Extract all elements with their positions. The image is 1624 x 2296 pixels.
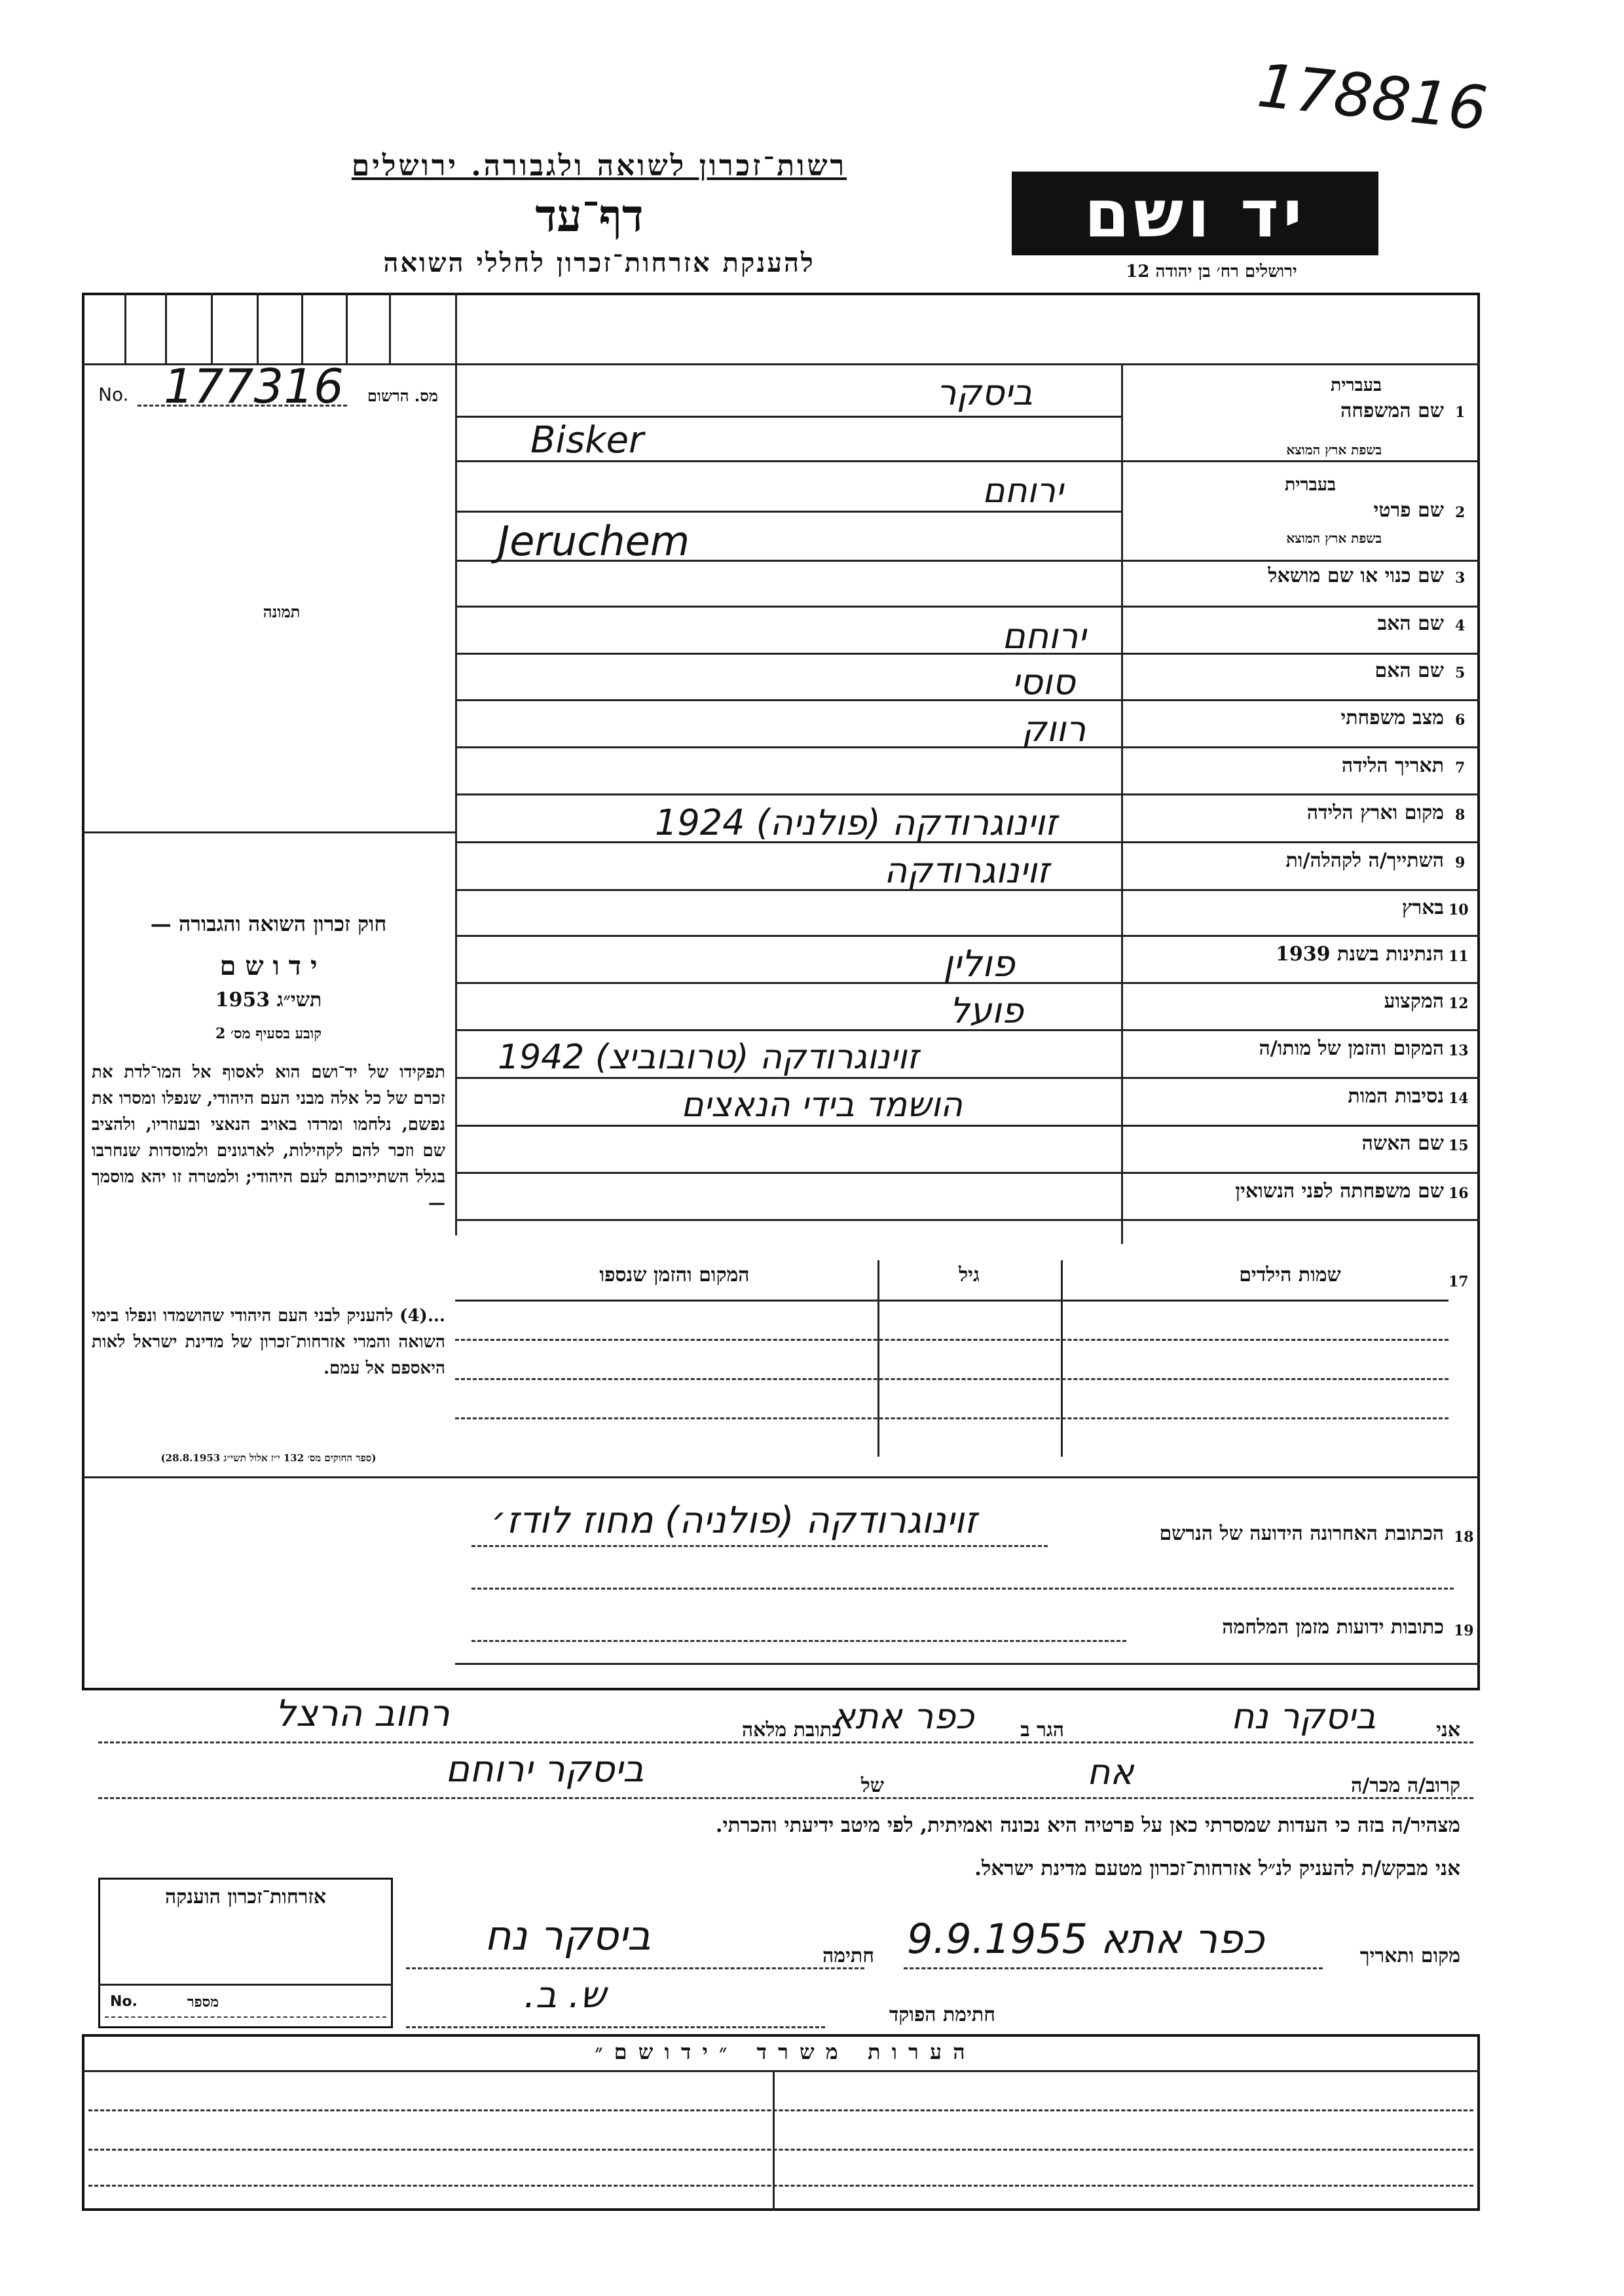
photo-label: תמונה <box>263 602 301 621</box>
law-citation: (ספר החוקים מס׳ 132 י״ז אלול תשי״ג 28.8.1953) <box>160 1452 377 1464</box>
field-15-number: 15 <box>1449 1137 1469 1154</box>
field-5-value: סוסי <box>1012 661 1075 702</box>
field-11-label: הנתינות בשנת 1939 <box>1275 943 1444 966</box>
field-1-value-native: Bisker <box>530 419 644 462</box>
decl-i-label: אני <box>1436 1719 1460 1741</box>
law-paragraph-2: ...(4) להעניק לבני העם היהודי שהושמדו ונפלו בימי השואה והמרי אזרחות־זכרון של מדינת ישראל לאות היאספם אל עמם. <box>92 1306 445 1378</box>
field-13-label: המקום והזמן של מותו/ה <box>1259 1037 1444 1060</box>
field-11-value: פולין <box>943 943 1015 985</box>
field-9-value: זוינוגרודקה <box>884 850 1050 891</box>
field-15-label: שם האשה <box>1361 1132 1444 1155</box>
archive-number: 178816 <box>1254 50 1490 145</box>
law-title: חוק זכרון השואה והגבורה — <box>150 911 387 936</box>
field-10-number: 10 <box>1449 902 1469 919</box>
decl-relative-label: קרוב/ה מכר/ה <box>1351 1774 1460 1797</box>
field-18-value: זוינוגרודקה (פולניה) מחוז לודז׳ <box>491 1499 977 1542</box>
children-col-names: שמות הילדים <box>1239 1264 1341 1286</box>
form-subtitle: להענקת אזרחות־זכרון לחללי השואה <box>383 247 815 278</box>
field-11-number: 11 <box>1449 948 1469 965</box>
field-13-number: 13 <box>1449 1042 1469 1059</box>
field-2-number: 2 <box>1455 504 1466 521</box>
field-4-value: ירוחם <box>1002 615 1086 657</box>
form-title: דף־עד <box>535 190 644 242</box>
law-year: תשי״ג 1953 <box>215 989 322 1011</box>
field-4-label: שם האב <box>1377 612 1444 635</box>
children-col-place: המקום והזמן שנספו <box>599 1264 750 1286</box>
certificate-number-prefix: No. <box>110 1994 138 2010</box>
field-10-label: בארץ <box>1401 896 1444 919</box>
field-6-number: 6 <box>1455 712 1466 729</box>
field-1-sub-hebrew: בעברית <box>1330 375 1382 395</box>
decl-place-date-value: כפר אתא 9.9.1955 <box>907 1915 1264 1963</box>
decl-place-date-label: מקום ותאריך <box>1359 1944 1460 1967</box>
field-18-number: 18 <box>1454 1529 1474 1546</box>
field-13-value: זוינוגרודקה (טרובוביצ) 1942 <box>498 1038 919 1077</box>
decl-officer-value: ש. ב. <box>524 1974 606 2016</box>
field-2-sub-hebrew: בעברית <box>1284 475 1336 495</box>
decl-relative-value: אח <box>1087 1751 1134 1793</box>
field-9-number: 9 <box>1455 854 1466 871</box>
field-5-label: שם האם <box>1375 659 1444 682</box>
field-6-label: מצב משפחתי <box>1340 706 1444 729</box>
office-notes-title: ה ע ר ו ת מ ש ר ד ״ י ד ו ש ם ״ <box>595 2039 967 2064</box>
registration-number: 177316 <box>164 359 344 414</box>
decl-of-label: של <box>860 1774 884 1797</box>
law-paragraph-1: תפקידו של יד־ושם הוא לאסוף אל המו־לדת את זכרם של כל אלה מבני העם היהודי, שנפלו ומסרו את נפשם, נלחמו ומרדו באויב הנאצי ובעוזריו, ולהציב שם וזכר להם לקהילות, לארגונים ולמוסדות שנחרבו בגלל השתייכותם לעם היהודי; ולמטרה זו יהא מוסמך — <box>92 1063 445 1213</box>
field-14-number: 14 <box>1449 1090 1469 1107</box>
field-3-number: 3 <box>1455 570 1466 587</box>
certificate-number-label: מספר <box>187 1994 219 2011</box>
field-19-number: 19 <box>1454 1622 1474 1639</box>
decl-statement-1: מצהיר/ה בזה כי העדות שמסרתי כאן על פרטיה היא נכונה ואמיתית, לפי מיטב ידיעתי והכרתי. <box>715 1813 1460 1837</box>
decl-signature-label: חתימה <box>822 1944 874 1967</box>
field-16-label: שם משפחתה לפני הנשואין <box>1235 1180 1444 1203</box>
field-1-value-hebrew: ביסקר <box>936 372 1033 413</box>
field-8-label: מקום וארץ הלידה <box>1306 801 1444 824</box>
decl-i-value: ביסקר נח <box>1231 1696 1376 1737</box>
decl-statement-2: אני מבקש/ת להעניק לנ״ל אזרחות־זכרון מטעם מדינת ישראל. <box>974 1857 1460 1880</box>
decl-full-address-label: כתובת מלאה <box>741 1719 841 1741</box>
field-1-sub-native: בשפת ארץ המוצא <box>1286 442 1382 458</box>
field-5-number: 5 <box>1455 665 1466 682</box>
field-9-label: השתייך/ה לקהלה/ות <box>1285 849 1444 872</box>
field-2-value-hebrew: ירוחם <box>982 471 1063 511</box>
field-12-label: המקצוע <box>1384 990 1444 1013</box>
field-12-value: פועל <box>950 990 1024 1031</box>
field-2-value-native: Jeruchem <box>498 517 690 565</box>
authority-heading: רשות־זכרון לשואה ולגבורה. ירושלים <box>351 149 847 183</box>
law-name: י ד ו ש ם <box>219 951 318 981</box>
logo-text: יד ושם <box>1084 175 1306 252</box>
decl-full-address-value: רחוב הרצל <box>275 1692 450 1735</box>
field-4-number: 4 <box>1455 617 1466 634</box>
field-12-number: 12 <box>1449 995 1469 1012</box>
field-18-label: הכתובת האחרונה הידועה של הנרשם <box>1159 1522 1444 1545</box>
field-1-number: 1 <box>1455 404 1466 421</box>
yad-vashem-logo <box>1012 172 1378 255</box>
decl-officer-label: חתימת הפוקד <box>889 2003 995 2026</box>
field-7-number: 7 <box>1455 759 1466 776</box>
field-14-value: הושמד בידי הנאצים <box>681 1085 963 1125</box>
field-3-label: שם כנוי או שם מושאל <box>1268 564 1444 587</box>
decl-of-value: ביסקר ירוחם <box>445 1748 644 1791</box>
field-16-number: 16 <box>1449 1185 1469 1202</box>
field-14-label: נסיבות המות <box>1348 1085 1444 1108</box>
field-8-value: זוינוגרודקה (פולניה) 1924 <box>655 802 1058 843</box>
decl-resident-label: הגר ב <box>1020 1719 1064 1741</box>
field-19-label: כתובות ידועות מזמן המלחמה <box>1222 1616 1444 1639</box>
field-6-value: רווק <box>1022 708 1086 750</box>
field-17-number: 17 <box>1449 1273 1469 1290</box>
field-1-label: שם המשפחה <box>1340 399 1444 422</box>
certificate-title: אזרחות־זכרון הוענקה <box>164 1886 327 1908</box>
decl-resident-value: כפר אתא <box>832 1696 974 1737</box>
registration-prefix: No. <box>98 384 129 405</box>
decl-signature-value: ביסקר נח <box>485 1912 651 1959</box>
field-2-label: שם פרטי <box>1373 499 1444 522</box>
field-2-sub-native: בשפת ארץ המוצא <box>1286 530 1382 546</box>
logo-address: ירושלים רח׳ בן יהודה 12 <box>1126 262 1297 282</box>
law-section: קובע בסעיף מס׳ 2 <box>215 1025 322 1042</box>
children-col-age: גיל <box>959 1264 980 1286</box>
field-8-number: 8 <box>1455 807 1466 824</box>
field-7-label: תאריך הלידה <box>1341 754 1444 777</box>
registration-label: מס. הרשום <box>367 386 439 405</box>
